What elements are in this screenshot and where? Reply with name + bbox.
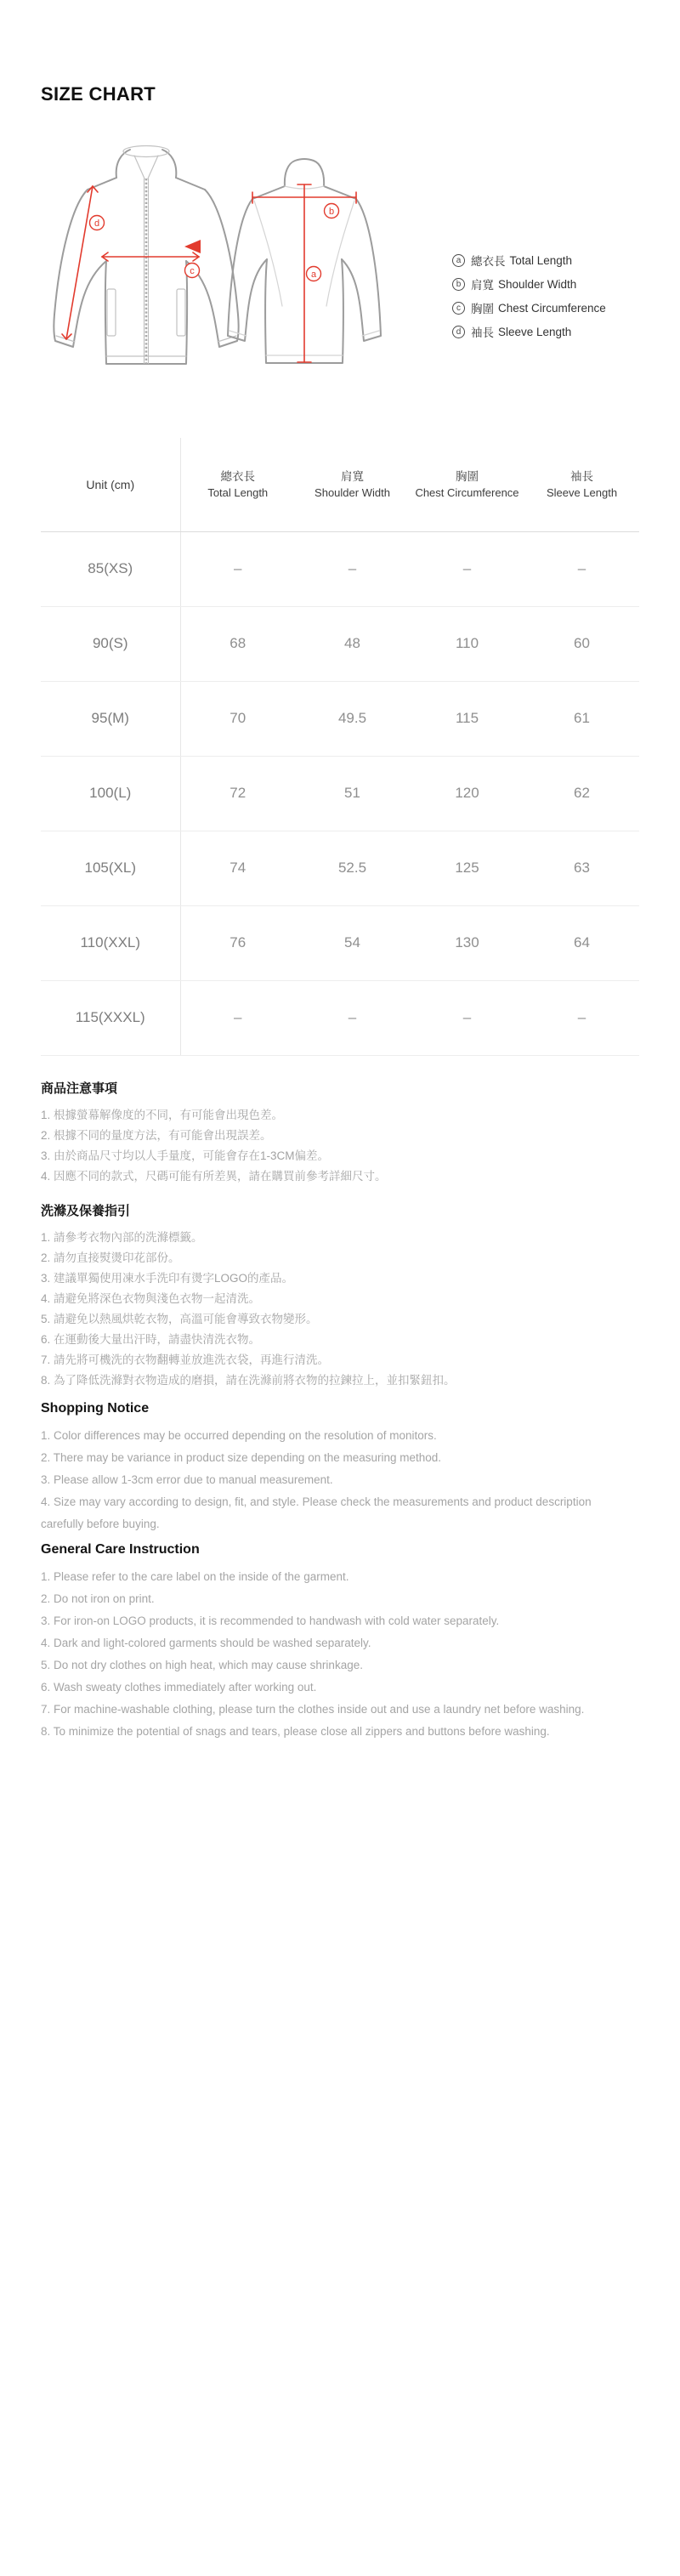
column-zh: 袖長 xyxy=(570,470,593,484)
list-item: 4. Dark and light-colored garments should be washed separately. xyxy=(41,1637,371,1649)
legend-zh-shoulder-width: 肩寬 xyxy=(471,279,494,292)
jacket-front-zipper xyxy=(144,179,149,364)
marker-b: b xyxy=(328,207,335,217)
shopping-notice-section xyxy=(41,1399,636,1535)
list-item: 6. Wash sweaty clothes immediately after working out. xyxy=(41,1681,317,1694)
list-item: 3. 由於商品尺寸均以人手量度，可能會存在1-3CM偏差。 xyxy=(41,1149,330,1162)
general-care-heading: General Care Instruction xyxy=(41,1542,200,1557)
list-item: 3. For iron-on LOGO products, it is recommended to handwash with cold water separately. xyxy=(41,1614,500,1627)
list-item: 7. 請先將可機洗的衣物翻轉並放進洗衣袋，再進行清洗。 xyxy=(41,1353,330,1366)
cell-sleeve-length: – xyxy=(524,980,639,1055)
list-item: 4. 請避免將深色衣物與淺色衣物一起清洗。 xyxy=(41,1292,261,1305)
size-label: 110(XXL) xyxy=(41,905,180,980)
list-item: 1. 根據螢幕解像度的不同，有可能會出現色差。 xyxy=(41,1109,284,1121)
legend-circle-b: b xyxy=(452,278,465,291)
cell-total-length: – xyxy=(180,980,295,1055)
size-label: 115(XXXL) xyxy=(41,980,180,1055)
column-en: Sleeve Length xyxy=(546,486,618,500)
jacket-diagram-svg xyxy=(34,140,442,395)
cell-sleeve-length: 60 xyxy=(524,606,639,681)
cell-chest: – xyxy=(410,531,524,606)
marker-d: d xyxy=(94,218,100,229)
list-item: 7. For machine-washable clothing, please turn the clothes inside out and use a laundry net before washing. xyxy=(41,1703,585,1716)
list-item: 1. 請參考衣物內部的洗滌標籤。 xyxy=(41,1231,203,1244)
general-care-section xyxy=(41,1540,636,1743)
legend-en-sleeve-length: Sleeve Length xyxy=(498,325,572,338)
list-item: 5. 請避免以熱風烘乾衣物，高溫可能會導致衣物變形。 xyxy=(41,1313,318,1325)
cell-sleeve-length: 61 xyxy=(524,681,639,756)
legend-en-chest: Chest Circumference xyxy=(498,301,606,315)
list-item: 2. 根據不同的量度方法，有可能會出現誤差。 xyxy=(41,1129,272,1142)
chest-flag-marker xyxy=(184,240,201,253)
marker-a: a xyxy=(310,270,317,280)
cell-total-length: 72 xyxy=(180,756,295,831)
cell-shoulder-width: 48 xyxy=(295,606,410,681)
cell-chest: 130 xyxy=(410,905,524,980)
table-row-115xxxl xyxy=(41,980,639,1055)
marker-labels xyxy=(90,204,339,281)
legend-circle-a: a xyxy=(452,254,465,267)
marker-c: c xyxy=(190,266,195,276)
cell-chest: 110 xyxy=(410,606,524,681)
cell-chest: 120 xyxy=(410,756,524,831)
legend-en-total-length: Total Length xyxy=(509,253,573,267)
list-item: 2. Do not iron on print. xyxy=(41,1592,155,1605)
list-item: 1. Please refer to the care label on the inside of the garment. xyxy=(41,1570,349,1583)
list-item: 8. To minimize the potential of snags and tears, please close all zippers and buttons before washing. xyxy=(41,1725,550,1738)
column-zh: 總衣長 xyxy=(220,470,255,484)
column-zh: 肩寬 xyxy=(341,470,364,484)
cell-shoulder-width: 51 xyxy=(295,756,410,831)
legend-row-shoulder-width xyxy=(452,272,606,296)
cell-total-length: 74 xyxy=(180,831,295,905)
care-guide-section xyxy=(41,1202,636,1391)
general-care-list xyxy=(41,1566,636,1743)
list-item: 8. 為了降低洗滌對衣物造成的磨損，請在洗滌前將衣物的拉鍊拉上，並扣緊鈕扣。 xyxy=(41,1374,456,1387)
column-en: Chest Circumference xyxy=(415,486,519,500)
unit-header: Unit (cm) xyxy=(41,438,180,531)
size-label: 85(XS) xyxy=(41,531,180,606)
column-zh: 胸圍 xyxy=(456,470,479,484)
cell-total-length: 68 xyxy=(180,606,295,681)
legend-zh-chest: 胸圍 xyxy=(471,303,494,315)
table-row-105xl xyxy=(41,831,639,905)
list-item: 3. 建議單獨使用凍水手洗印有燙字LOGO的產品。 xyxy=(41,1272,294,1285)
column-header-shoulder-width xyxy=(295,438,410,531)
column-en: Shoulder Width xyxy=(314,486,390,500)
product-notice-list xyxy=(41,1105,636,1187)
table-row-95m xyxy=(41,681,639,756)
cell-sleeve-length: 62 xyxy=(524,756,639,831)
cell-shoulder-width: 54 xyxy=(295,905,410,980)
product-notice-section xyxy=(41,1080,636,1187)
cell-total-length: 70 xyxy=(180,681,295,756)
cell-sleeve-length: 64 xyxy=(524,905,639,980)
legend-row-chest xyxy=(452,296,606,320)
size-label: 95(M) xyxy=(41,681,180,756)
legend-circle-c: c xyxy=(452,302,465,315)
list-item: 1. Color differences may be occurred depending on the resolution of monitors. xyxy=(41,1429,437,1442)
cell-shoulder-width: 52.5 xyxy=(295,831,410,905)
column-header-chest xyxy=(410,438,524,531)
legend-row-sleeve-length xyxy=(452,320,606,343)
table-row-100l xyxy=(41,756,639,831)
size-table xyxy=(41,438,639,1056)
cell-sleeve-length: – xyxy=(524,531,639,606)
legend-zh-total-length: 總衣長 xyxy=(471,255,506,268)
cell-chest: – xyxy=(410,980,524,1055)
column-en: Total Length xyxy=(207,486,269,500)
page-title: SIZE CHART xyxy=(41,83,156,105)
care-guide-list xyxy=(41,1228,636,1391)
size-label: 100(L) xyxy=(41,756,180,831)
list-item: 4. Size may vary according to design, fit, and style. Please check the measurements and product description carefully before buying. xyxy=(41,1495,592,1530)
list-item: 3. Please allow 1-3cm error due to manual measurement. xyxy=(41,1473,333,1486)
legend-row-total-length xyxy=(452,248,606,272)
table-row-90s xyxy=(41,606,639,681)
column-header-sleeve-length xyxy=(524,438,639,531)
care-guide-heading: 洗滌及保養指引 xyxy=(41,1204,131,1218)
list-item: 2. 請勿直接熨燙印花部份。 xyxy=(41,1251,180,1264)
column-header-total-length xyxy=(180,438,295,531)
list-item: 6. 在運動後大量出汗時，請盡快清洗衣物。 xyxy=(41,1333,261,1346)
product-notice-heading: 商品注意事項 xyxy=(41,1081,118,1096)
measurement-legend xyxy=(452,248,606,343)
cell-total-length: – xyxy=(180,531,295,606)
cell-sleeve-length: 63 xyxy=(524,831,639,905)
cell-total-length: 76 xyxy=(180,905,295,980)
legend-circle-d: d xyxy=(452,326,465,338)
legend-en-shoulder-width: Shoulder Width xyxy=(498,277,577,291)
list-item: 2. There may be variance in product size depending on the measuring method. xyxy=(41,1451,442,1464)
list-item: 5. Do not dry clothes on high heat, which may cause shrinkage. xyxy=(41,1659,363,1671)
size-table-header-row xyxy=(41,438,639,531)
legend-zh-sleeve-length: 袖長 xyxy=(471,326,494,339)
cell-chest: 115 xyxy=(410,681,524,756)
shopping-notice-list xyxy=(41,1425,636,1535)
cell-chest: 125 xyxy=(410,831,524,905)
measurement-diagram xyxy=(34,140,646,395)
shopping-notice-heading: Shopping Notice xyxy=(41,1401,150,1416)
cell-shoulder-width: – xyxy=(295,980,410,1055)
cell-shoulder-width: – xyxy=(295,531,410,606)
table-row-85xs xyxy=(41,531,639,606)
list-item: 4. 因應不同的款式，尺碼可能有所差異，請在購買前參考詳細尺寸。 xyxy=(41,1170,387,1183)
cell-shoulder-width: 49.5 xyxy=(295,681,410,756)
size-label: 105(XL) xyxy=(41,831,180,905)
table-row-110xxl xyxy=(41,905,639,980)
size-label: 90(S) xyxy=(41,606,180,681)
